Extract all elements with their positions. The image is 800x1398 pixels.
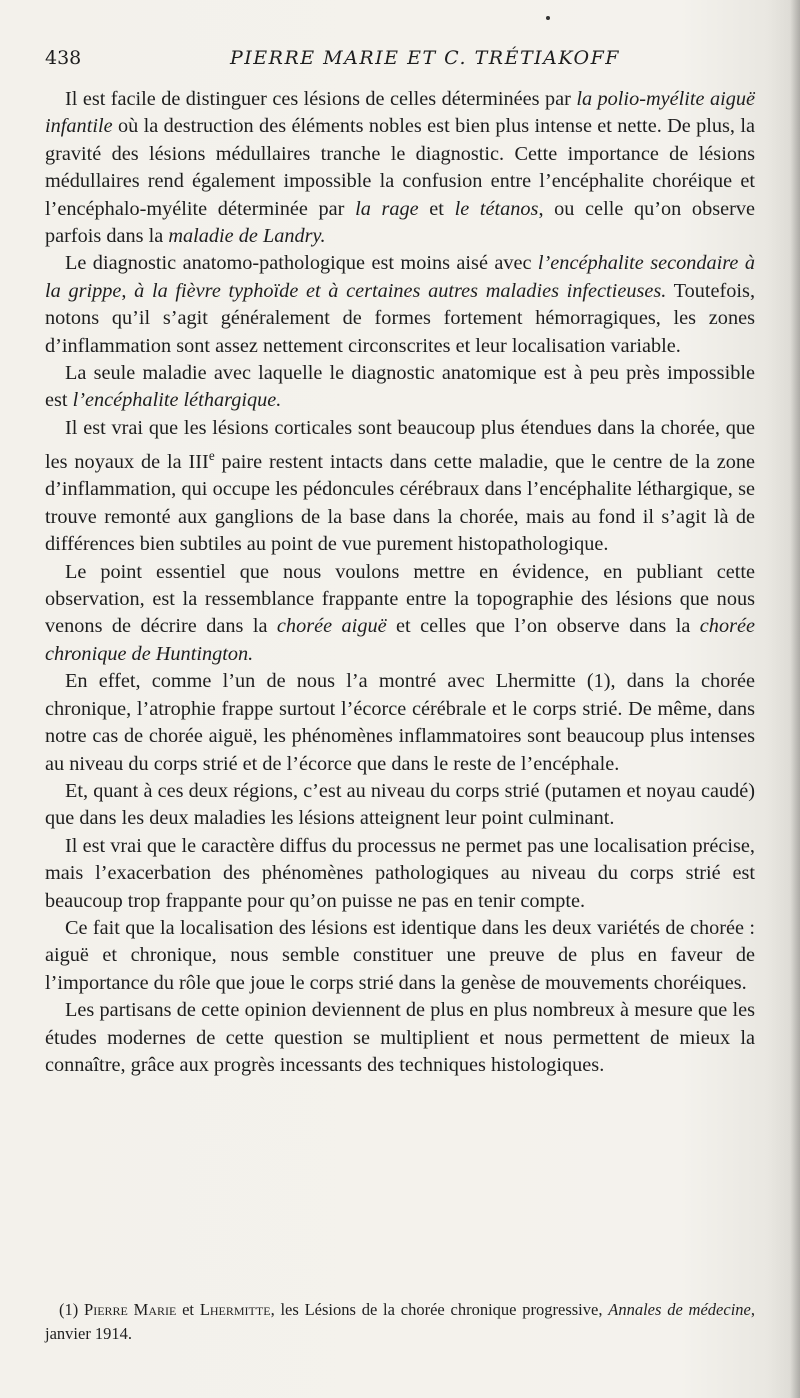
- paragraph: [45, 778, 755, 833]
- paragraph: [45, 997, 755, 1079]
- italic-run: maladie de Landry.: [168, 225, 326, 248]
- paragraph: [45, 415, 755, 559]
- text-run: et: [418, 197, 455, 220]
- paragraph: [45, 360, 755, 415]
- italic-run: chorée aiguë: [276, 615, 387, 638]
- paragraph: [45, 86, 755, 250]
- smallcaps-run: Lhermitte: [199, 1300, 271, 1319]
- italic-run: à la fièvre typhoïde et à certaines autres maladies infectieuses.: [134, 279, 667, 302]
- body-text: [45, 86, 755, 1079]
- italic-run: l’encéphalite léthargique.: [72, 389, 282, 412]
- text-run: Les partisans de cette opinion deviennent de plus en plus nombreux à mesure que les études modernes de cette question se multiplient et nous permettent de mieux la connaître, grâce aux progrès incessants des techniques histologiques.: [45, 999, 755, 1076]
- text-run: Ce fait que la localisation des lésions est identique dans les deux variétés de chorée : aiguë et chronique, nous semble constituer une preuve de plus en faveur de l’importance du rôle que joue le corps strié dans la genèse de mouvements choréiques.: [45, 916, 755, 994]
- text-run: Il est vrai que les lésions corticales sont beaucoup plus étendues dans la chorée, que les noyaux de la III: [45, 416, 755, 474]
- text-run: Il est vrai que le caractère diffus du processus ne permet pas une localisation précise, mais l’exacerbation des phénomènes pathologiques au niveau du corps strié est beaucoup trop frappante pour qu’on puisse ne pas en tenir compte.: [45, 834, 755, 912]
- superscript: e: [208, 448, 215, 464]
- text-run: Le point essentiel que nous voulons mettre en évidence, en publiant cette observation, est la ressemblance frappante entre la topographie des lésions que nous venons de décrire dans la: [45, 560, 755, 638]
- page-header: [45, 47, 765, 77]
- running-title: PIERRE MARIE ET C. TRÉTIAKOFF: [230, 47, 620, 69]
- text-run: Toutefois, notons qu’il s’agit généralement de formes fortement hémorragiques, les zones d’inflammation sont assez nettement circonscrites et leur localisation variable.: [45, 279, 756, 357]
- paragraph: [45, 559, 755, 669]
- page-gutter-shadow: [790, 0, 800, 1398]
- text-run: , ou celle qu’on observe parfois dans la: [45, 197, 755, 248]
- italic-run: Annales de médecine: [608, 1300, 751, 1319]
- paragraph: [45, 833, 755, 915]
- text-run: , les Lésions de la chorée chronique progressive,: [270, 1300, 609, 1319]
- paragraph: [45, 668, 755, 778]
- text-run: ,: [121, 279, 135, 302]
- text-run: Il est facile de distinguer ces lésions de celles déterminées par: [65, 88, 577, 110]
- text-run: En effet, comme l’un de nous l’a montré avec Lhermitte (1), dans la chorée chronique, l’atrophie frappe surtout l’écorce cérébrale et le corps strié. De même, dans notre cas de chorée aiguë, les phénomènes inflammatoires sont beaucoup plus intenses au niveau du corps strié et de l’écorce que dans le reste de l’encéphale.: [45, 670, 755, 775]
- italic-run: chorée chronique de Huntington.: [45, 615, 755, 665]
- footnote-text: [45, 1298, 755, 1346]
- text-run: Le diagnostic anatomo-pathologique est moins aisé avec: [65, 252, 538, 275]
- text-run: et celles que l’on observe dans la: [386, 615, 700, 638]
- text-run: , janvier 1914.: [45, 1300, 755, 1343]
- text-run: paire restent intacts dans cette maladie, que le centre de la zone d’inflammation, qui occupe les pédoncules cérébraux dans l’encéphalite léthargique, se trouve remonté aux ganglions de la base dans la chorée, mais au fond il s’agit là de différences bien subtiles au point de vue purement histopathologique.: [45, 451, 756, 556]
- paragraph: [45, 250, 755, 360]
- smallcaps-run: Pierre Marie: [84, 1300, 177, 1319]
- italic-run: le tétanos: [454, 197, 539, 220]
- italic-run: la polio-myélite aiguë infantile: [45, 88, 755, 138]
- italic-run: l’encéphalite secondaire à la grippe: [45, 252, 755, 302]
- text-run: et: [176, 1300, 200, 1319]
- paragraph: [45, 915, 755, 997]
- text-run: (1): [59, 1300, 85, 1319]
- text-run: Et, quant à ces deux régions, c’est au niveau du corps strié (putamen et noyau caudé) que dans les deux maladies les lésions atteignent leur point culminant.: [45, 779, 755, 830]
- page-number: 438: [45, 47, 82, 69]
- italic-run: la rage: [355, 197, 419, 220]
- text-run: La seule maladie avec laquelle le diagnostic anatomique est à peu près impossible est: [45, 362, 755, 412]
- ink-speck: [546, 16, 550, 20]
- footnote: [45, 1298, 755, 1346]
- text-run: où la destruction des éléments nobles est bien plus intense et nette. De plus, la gravité des lésions médullaires tranche le diagnostic. Cette importance de lésions médullaires rend également impossible la confusion entre l’encéphalite choréique et l’encéphalo-myélite déterminée par: [45, 115, 755, 220]
